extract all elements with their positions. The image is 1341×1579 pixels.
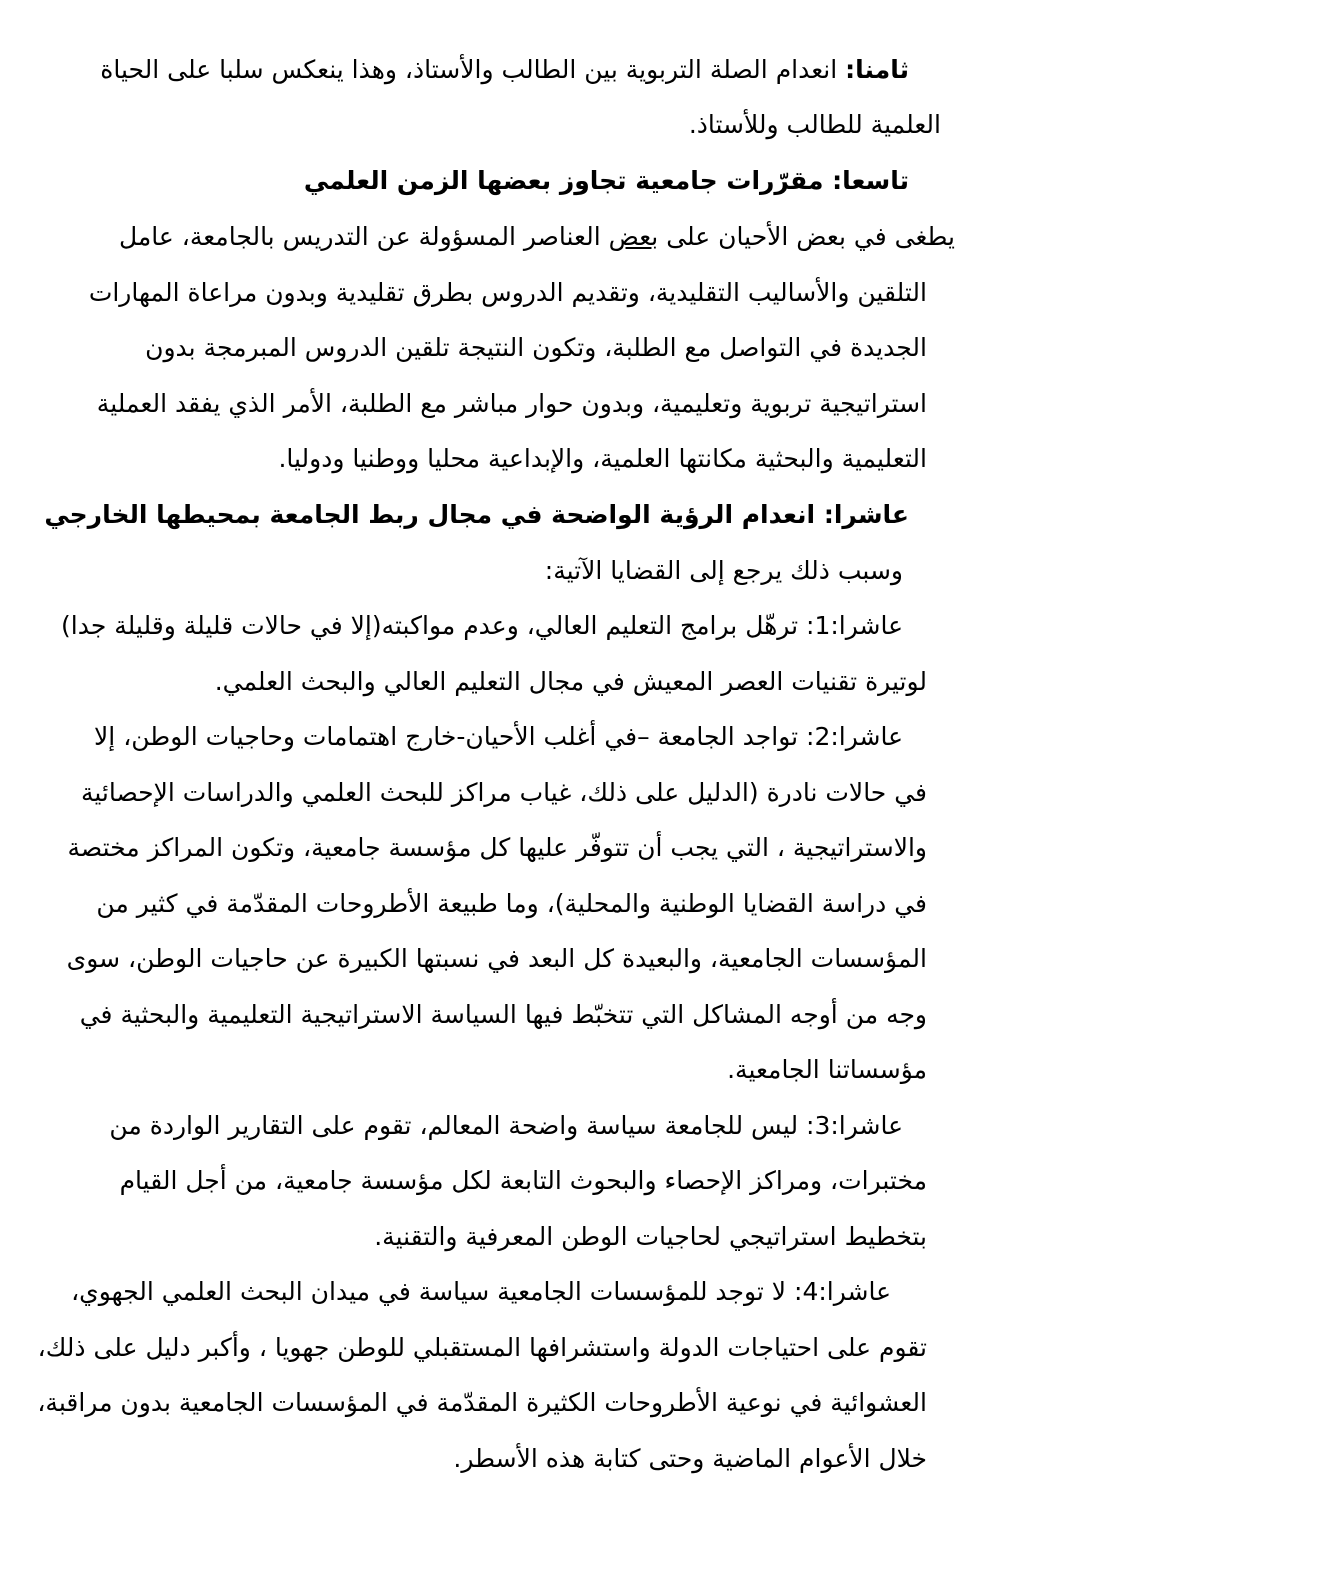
section-label-eighth: ثامنا: [845, 55, 909, 84]
paragraph-text: مؤسساتنا الجامعية. [727, 1055, 927, 1084]
paragraph-text: والاستراتيجية ، التي يجب أن تتوفّر عليها كل مؤسسة جامعية، وتكون المراكز مختصة [67, 833, 927, 862]
paragraph-tenth-4-line-4 [453, 1431, 927, 1487]
paragraph-tenth-4-line-2 [38, 1320, 927, 1376]
paragraph-text: استراتيجية تربوية وتعليمية، وبدون حوار مباشر مع الطلبة، الأمر الذي يفقد العملية [96, 389, 927, 418]
paragraph-text: انعدام الصلة التربوية بين الطالب والأستاذ، وهذا ينعكس سلبا على الحياة [100, 55, 846, 84]
paragraph-text: العناصر المسؤولة عن التدريس بالجامعة، عامل [118, 222, 609, 251]
heading-tenth [44, 487, 909, 543]
paragraph-tenth-3-line-2 [120, 1153, 927, 1209]
paragraph-text: التعليمية والبحثية مكانتها العلمية، والإبداعية محليا ووطنيا ودوليا. [278, 444, 927, 473]
paragraph-text: بتخطيط استراتيجي لحاجيات الوطن المعرفية والتقنية. [374, 1222, 927, 1251]
paragraph-text: في حالات نادرة (الدليل على ذلك، غياب مراكز للبحث العلمي والدراسات الإحصائية [80, 778, 927, 807]
paragraph-tenth-2-line-5 [67, 931, 927, 987]
paragraph-text: عاشرا:3: ليس للجامعة سياسة واضحة المعالم، تقوم على التقارير الواردة من [109, 1111, 903, 1140]
heading-text: انعدام الرؤية الواضحة في مجال ربط الجامعة بمحيطها الخارجي [44, 500, 824, 529]
paragraph-eighth-line-1 [100, 42, 909, 98]
paragraph-tenth-3-line-3 [374, 1209, 927, 1265]
paragraph-text: في دراسة القضايا الوطنية والمحلية)، وما طبيعة الأطروحات المقدّمة في كثير من [96, 889, 927, 918]
paragraph-tenth-intro [545, 543, 903, 599]
paragraph-text: العشوائية في نوعية الأطروحات الكثيرة المقدّمة في المؤسسات الجامعية بدون مراقبة، [37, 1388, 927, 1417]
paragraph-text: عاشرا:4: لا توجد للمؤسسات الجامعية سياسة في ميدان البحث العلمي الجهوي، [71, 1277, 891, 1306]
paragraph-text: تقوم على احتياجات الدولة واستشرافها المستقبلي للوطن جهويا ، وأكبر دليل على ذلك، [37, 1333, 927, 1362]
paragraph-tenth-4-line-1 [71, 1264, 891, 1320]
section-label-ninth: تاسعا: [832, 166, 909, 195]
paragraph-text: وسبب ذلك يرجع إلى القضايا الآتية: [544, 556, 903, 585]
paragraph-tenth-3-line-1 [109, 1098, 903, 1154]
paragraph-text: عاشرا:2: تواجد الجامعة –في أغلب الأحيان-خارج اهتمامات وحاجيات الوطن، إلا [94, 722, 903, 751]
paragraph-tenth-1-line-2 [215, 654, 927, 710]
paragraph-eighth-line-2 [689, 97, 941, 153]
paragraph-text: الجديدة في التواصل مع الطلبة، وتكون النتيجة تلقين الدروس المبرمجة بدون [145, 333, 927, 362]
paragraph-text: يطغى في بعض الأحيان على [658, 222, 955, 251]
paragraph-ninth-line-3 [145, 320, 927, 376]
paragraph-tenth-2-line-1 [94, 709, 903, 765]
paragraph-tenth-2-line-6 [80, 987, 927, 1043]
paragraph-text: مختبرات، ومراكز الإحصاء والبحوث التابعة لكل مؤسسة جامعية، من أجل القيام [119, 1166, 927, 1195]
paragraph-tenth-2-line-3 [67, 820, 927, 876]
underlined-word: بعض [608, 222, 659, 251]
heading-text: مقرّرات جامعية تجاوز بعضها الزمن العلمي [303, 166, 833, 195]
paragraph-tenth-4-line-3 [37, 1375, 927, 1431]
paragraph-tenth-2-line-7 [727, 1042, 927, 1098]
paragraph-ninth-line-1 [119, 209, 955, 265]
paragraph-text: خلال الأعوام الماضية وحتى كتابة هذه الأسطر. [453, 1444, 927, 1473]
paragraph-text: العلمية للطالب وللأستاذ. [688, 110, 941, 139]
paragraph-text: عاشرا:1: ترهّل برامج التعليم العالي، وعدم مواكبته(إلا في حالات قليلة وقليلة جدا) [61, 611, 903, 640]
heading-ninth [304, 153, 909, 209]
paragraph-text: التلقين والأساليب التقليدية، وتقديم الدروس بطرق تقليدية وبدون مراعاة المهارات [88, 278, 927, 307]
paragraph-text: لوتيرة تقنيات العصر المعيش في مجال التعليم العالي والبحث العلمي. [214, 667, 927, 696]
paragraph-ninth-line-4 [97, 376, 927, 432]
section-label-tenth: عاشرا: [823, 500, 909, 529]
paragraph-text: المؤسسات الجامعية، والبعيدة كل البعد في نسبتها الكبيرة عن حاجيات الوطن، سوى [66, 944, 927, 973]
paragraph-ninth-line-2 [89, 265, 927, 321]
paragraph-ninth-line-5 [278, 431, 927, 487]
paragraph-text: وجه من أوجه المشاكل التي تتخبّط فيها السياسة الاستراتيجية التعليمية والبحثية في [79, 1000, 927, 1029]
paragraph-tenth-1-line-1 [61, 598, 903, 654]
paragraph-tenth-2-line-2 [81, 765, 927, 821]
paragraph-tenth-2-line-4 [96, 876, 927, 932]
